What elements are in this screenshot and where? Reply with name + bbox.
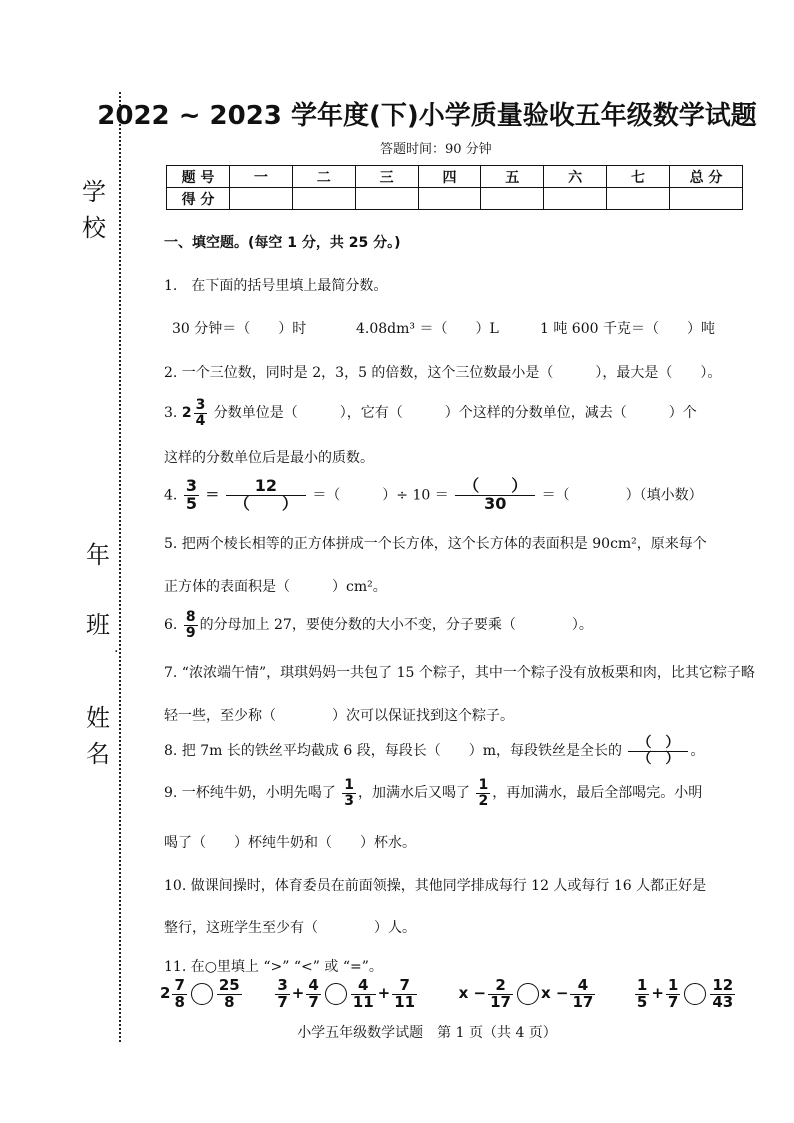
q11-comparisons bbox=[160, 978, 737, 1011]
denominator: 11 bbox=[394, 992, 416, 1011]
compare-circle[interactable] bbox=[517, 983, 539, 1005]
q11-item-c bbox=[458, 976, 602, 1011]
denominator: 7 bbox=[667, 992, 679, 1011]
score-cell: 五 bbox=[481, 166, 544, 188]
score-input-cell[interactable] bbox=[355, 188, 418, 210]
exam-time: 答题时间：90 分钟 bbox=[380, 142, 492, 157]
question-2: 2. 一个三位数，同时是 2，3，5 的倍数，这个三位数最小是（ ），最大是（ ）。 bbox=[164, 365, 722, 381]
variable-expr: x − bbox=[541, 984, 569, 1003]
fraction bbox=[275, 978, 289, 1011]
denominator: （ ） bbox=[637, 750, 680, 767]
denominator: 4 bbox=[195, 412, 206, 429]
q3-text: 分数单位是（ ），它有（ ）个这样的分数单位，减去（ ）个 bbox=[213, 405, 697, 422]
q6-number: 6. bbox=[164, 617, 178, 634]
q8-end: 。 bbox=[690, 743, 705, 760]
question-7-line-2: 轻一些，至少称（ ）次可以保证找到这个粽子。 bbox=[164, 708, 514, 724]
q3-fraction bbox=[194, 398, 208, 428]
numerator: 7 bbox=[392, 978, 417, 995]
numerator: 1 bbox=[667, 976, 679, 994]
numerator: 4 bbox=[570, 978, 595, 995]
fraction bbox=[488, 978, 513, 1011]
numerator: 2 bbox=[488, 978, 513, 995]
denominator: （ ） bbox=[233, 493, 298, 513]
question-9-line-2: 喝了（ ）杯纯牛奶和（ ）杯水。 bbox=[164, 835, 416, 851]
score-cell: 三 bbox=[355, 166, 418, 188]
denominator: 8 bbox=[174, 992, 185, 1011]
operator: + bbox=[291, 984, 305, 1003]
denominator: 30 bbox=[484, 493, 507, 513]
fraction bbox=[306, 978, 320, 1011]
side-label-name-2: 名 bbox=[86, 740, 110, 768]
denominator: 7 bbox=[308, 992, 319, 1011]
q11-item-d bbox=[633, 976, 737, 1011]
score-row-label: 得 分 bbox=[167, 188, 230, 210]
question-5-line-2: 正方体的表面积是（ ）cm²。 bbox=[164, 579, 387, 595]
question-1b: 4.08dm³ ＝（ ）L bbox=[356, 321, 499, 337]
q3-number: 3. bbox=[164, 405, 178, 422]
numerator: 4 bbox=[308, 976, 319, 994]
score-cell: 总 分 bbox=[670, 166, 743, 188]
numerator: 7 bbox=[174, 976, 185, 994]
side-label-name-1: 姓 bbox=[86, 704, 110, 732]
numerator: 1 bbox=[636, 976, 648, 994]
q11a-right bbox=[217, 978, 242, 1011]
fraction bbox=[635, 978, 649, 1011]
question-10: 10. 做课间操时，体育委员在前面领操，其他同学排成每行 12 人或每行 16 人都正好是 bbox=[164, 878, 707, 894]
score-cell: 一 bbox=[230, 166, 293, 188]
page-footer: 小学五年级数学试题 第 1 页（共 4 页） bbox=[297, 1025, 557, 1041]
q11-item-a bbox=[160, 976, 249, 1011]
q11-item-b bbox=[273, 976, 424, 1011]
numerator: 3 bbox=[185, 476, 197, 495]
q3-whole: 2 bbox=[181, 405, 192, 422]
side-label-class: 班 bbox=[86, 611, 110, 639]
compare-circle[interactable] bbox=[325, 983, 347, 1005]
denominator: 17 bbox=[572, 992, 594, 1011]
side-label-grade: 年 bbox=[86, 541, 110, 569]
q11a-whole: 2 bbox=[160, 984, 171, 1003]
question-1c: 1 吨 600 千克＝（ ）吨 bbox=[540, 321, 715, 337]
score-cell: 题 号 bbox=[167, 166, 230, 188]
q8-fraction bbox=[628, 736, 688, 766]
fraction bbox=[666, 978, 680, 1011]
score-cell: 四 bbox=[418, 166, 481, 188]
q8-text: 8. 把 7m 长的铁丝平均截成 6 段，每段长（ ）m，每段铁丝是全长的 bbox=[164, 743, 622, 760]
score-input-cell[interactable] bbox=[230, 188, 293, 210]
fraction bbox=[392, 978, 417, 1011]
score-cell: 六 bbox=[544, 166, 607, 188]
denominator: 2 bbox=[478, 792, 489, 809]
score-input-cell[interactable] bbox=[481, 188, 544, 210]
numerator: 12 bbox=[712, 976, 734, 994]
score-input-cell[interactable] bbox=[292, 188, 355, 210]
q9-fraction-2 bbox=[476, 778, 490, 808]
question-4: 4. $\frac{3}{5}$ ＝ $\frac{12}{( )}$ ＝（ ）÷ 10 ＝ $\frac{( )}{30}$ ＝（ ）（填小数） bbox=[164, 476, 703, 513]
numerator: （ ） bbox=[455, 478, 535, 496]
denominator: 8 bbox=[224, 992, 235, 1011]
numerator: 3 bbox=[277, 976, 288, 994]
numerator: 8 bbox=[185, 609, 196, 625]
question-11: 11. 在○里填上 “>” “<” 或 “=”。 bbox=[164, 959, 383, 975]
q4-number: 4. bbox=[164, 487, 178, 504]
compare-circle[interactable] bbox=[684, 983, 706, 1005]
question-9 bbox=[164, 778, 702, 808]
question-3-line-2: 这样的分数单位后是最小的质数。 bbox=[164, 450, 374, 466]
numerator: 1 bbox=[478, 777, 489, 793]
numerator: 3 bbox=[195, 397, 206, 413]
score-table bbox=[166, 165, 743, 210]
margin-dot: . bbox=[114, 640, 119, 656]
q9-text-b: ，加满水后又喝了 bbox=[358, 785, 471, 802]
q4-middle: ＝（ ）÷ 10 ＝ bbox=[312, 487, 449, 504]
section-heading: 一、填空题。(每空 1 分，共 25 分。) bbox=[164, 235, 401, 251]
q4-end: ＝（ ）（填小数） bbox=[541, 487, 703, 504]
question-7: 7. “浓浓端午情”，琪琪妈妈一共包了 15 个粽子，其中一个粽子没有放板栗和肉，比其它粽子略 bbox=[164, 665, 755, 681]
fraction bbox=[710, 978, 735, 1011]
question-10-line-2: 整行，这班学生至少有（ ）人。 bbox=[164, 920, 416, 936]
question-8 bbox=[164, 736, 704, 766]
q9-fraction-1 bbox=[342, 778, 356, 808]
operator: + bbox=[651, 984, 664, 1003]
exam-title: 2022 ~ 2023 学年度(下)小学质量验收五年级数学试题 bbox=[97, 101, 757, 131]
numerator: （ ） bbox=[628, 736, 688, 752]
denominator: 3 bbox=[344, 792, 355, 809]
question-6 bbox=[164, 610, 593, 640]
question-5: 5. 把两个棱长相等的正方体拼成一个长方体，这个长方体的表面积是 90cm²，原来每个 bbox=[164, 536, 707, 552]
binding-line bbox=[119, 92, 121, 1042]
denominator: 5 bbox=[636, 992, 648, 1011]
compare-circle[interactable] bbox=[191, 983, 213, 1005]
score-input-cell[interactable] bbox=[670, 188, 743, 210]
denominator: 17 bbox=[490, 992, 511, 1011]
score-cell: 七 bbox=[607, 166, 670, 188]
fraction bbox=[570, 978, 595, 1011]
numerator: 1 bbox=[344, 777, 355, 793]
numerator: 25 bbox=[218, 976, 240, 994]
question-1: 1. 在下面的括号里填上最简分数。 bbox=[164, 278, 388, 294]
q9-text-a: 9. 一杯纯牛奶，小明先喝了 bbox=[164, 785, 336, 802]
denominator: 43 bbox=[712, 992, 734, 1011]
score-input-cell[interactable] bbox=[544, 188, 607, 210]
q9-text-c: ，再加满水，最后全部喝完。小明 bbox=[492, 785, 703, 802]
question-3 bbox=[164, 398, 697, 428]
score-input-cell[interactable] bbox=[418, 188, 481, 210]
denominator: 7 bbox=[277, 992, 288, 1011]
side-label-school-2: 校 bbox=[82, 214, 106, 242]
denominator: 5 bbox=[185, 493, 197, 513]
question-1a: 30 分钟＝（ ）时 bbox=[172, 321, 307, 337]
score-input-cell[interactable] bbox=[607, 188, 670, 210]
score-cell: 二 bbox=[292, 166, 355, 188]
q6-text: 的分母加上 27，要使分数的大小不变，分子要乘（ ）。 bbox=[199, 617, 593, 634]
fraction bbox=[351, 978, 376, 1011]
numerator: 12 bbox=[226, 478, 306, 496]
score-table-header-row bbox=[167, 166, 743, 188]
q4-fraction-2 bbox=[226, 478, 306, 513]
side-label-school-1: 学 bbox=[82, 178, 106, 206]
q4-fraction-3 bbox=[455, 478, 535, 513]
operator: + bbox=[377, 984, 391, 1003]
score-table-score-row bbox=[167, 188, 743, 210]
denominator: 11 bbox=[352, 992, 374, 1011]
denominator: 9 bbox=[185, 624, 196, 641]
q4-fraction-1 bbox=[184, 478, 199, 513]
q11a-fraction bbox=[172, 978, 186, 1011]
q6-fraction bbox=[184, 610, 198, 640]
variable-expr: x − bbox=[458, 984, 487, 1003]
numerator: 4 bbox=[351, 978, 376, 995]
